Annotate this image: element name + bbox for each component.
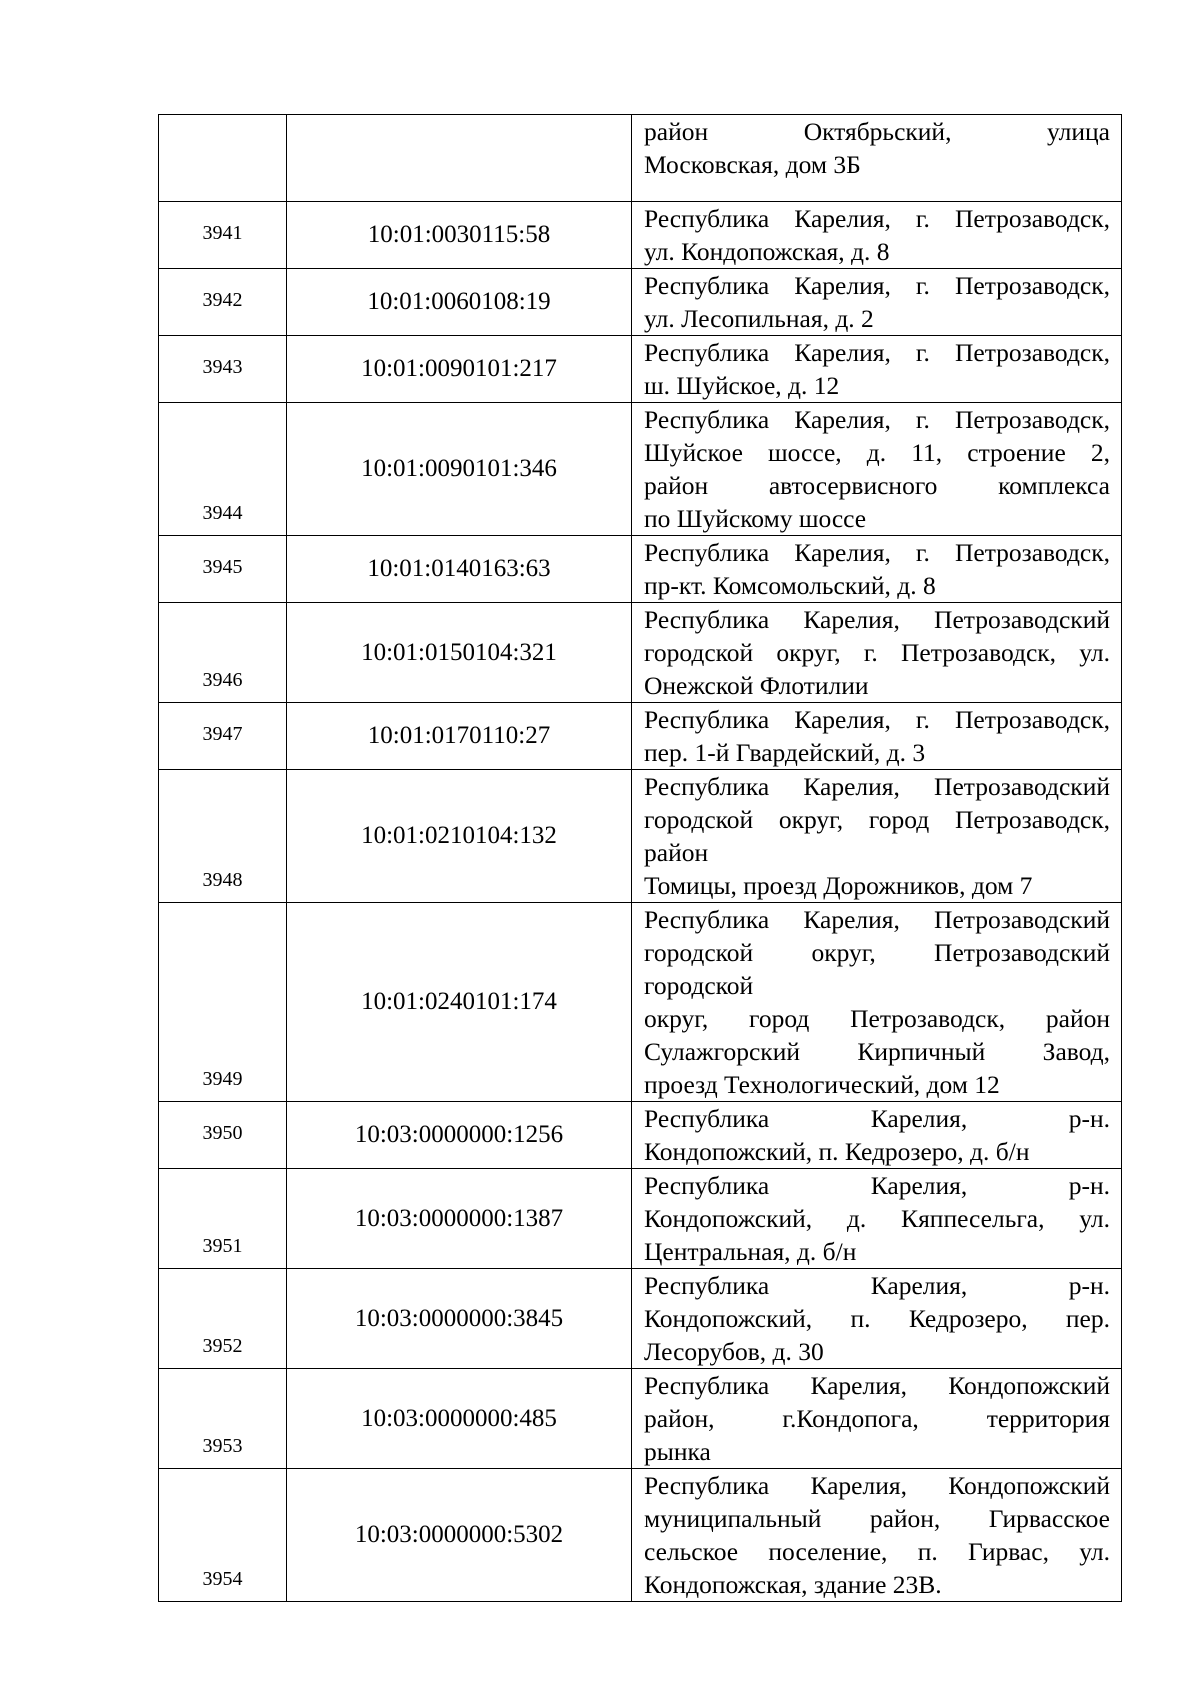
address-cell [632, 1169, 1122, 1269]
address-line: Сулажгорский Кирпичный Завод, [644, 1037, 1110, 1066]
address-line: Республика Карелия, г. Петрозаводск, [644, 538, 1110, 567]
table-row [159, 603, 1122, 703]
address-cell [632, 1369, 1122, 1469]
row-number-cell [159, 1169, 287, 1269]
address-cell [632, 770, 1122, 903]
address-line: городской [644, 971, 754, 1000]
row-number: 3948 [202, 869, 243, 891]
address-line: Шуйское шоссе, д. 11, строение 2, [644, 438, 1110, 467]
row-number: 3951 [202, 1235, 243, 1257]
table-row [159, 269, 1122, 336]
address-line: муниципальный район, Гирвасское [644, 1504, 1110, 1533]
table-row [159, 115, 1122, 202]
row-number: 3949 [202, 1068, 243, 1090]
row-number-cell [159, 403, 287, 536]
row-number-cell [159, 115, 287, 202]
row-number: 3953 [202, 1435, 243, 1457]
cadastral-number: 10:01:0060108:19 [367, 288, 551, 315]
address-line: Республика Карелия, р-н. [644, 1271, 1110, 1300]
address-line: район [644, 838, 709, 867]
address-line: ул. Лесопильная, д. 2 [644, 304, 874, 333]
address-cell [632, 269, 1122, 336]
row-number: 3954 [202, 1568, 243, 1590]
address-line: ш. Шуйское, д. 12 [644, 371, 840, 400]
cadastral-number: 10:01:0150104:321 [361, 638, 557, 666]
address-line: район Октябрьский, улица [644, 117, 1110, 146]
address-line: Республика Карелия, г. Петрозаводск, [644, 271, 1110, 300]
address-line: ул. Кондопожская, д. 8 [644, 237, 890, 266]
address-cell [632, 1102, 1122, 1169]
row-number: 3941 [202, 222, 243, 244]
address-cell [632, 903, 1122, 1102]
cadastral-number-cell [287, 115, 632, 202]
row-number-cell [159, 1269, 287, 1369]
address-line: район, г.Кондопога, территория [644, 1404, 1110, 1433]
address-line: Республика Карелия, г. Петрозаводск, [644, 705, 1110, 734]
address-line: Республика Карелия, р-н. [644, 1104, 1110, 1133]
table-row [159, 903, 1122, 1102]
address-line: рынка [644, 1437, 711, 1466]
row-number-cell [159, 1102, 287, 1169]
address-line: Кондопожский, п. Кедрозеро, д. б/н [644, 1137, 1030, 1166]
row-number-cell [159, 1469, 287, 1602]
address-line: сельское поселение, п. Гирвас, ул. [644, 1537, 1110, 1566]
address-line: Республика Карелия, р-н. [644, 1171, 1110, 1200]
row-number-cell [159, 536, 287, 603]
address-line: Лесорубов, д. 30 [644, 1337, 824, 1366]
table-row [159, 1169, 1122, 1269]
table-row [159, 1269, 1122, 1369]
table-row [159, 403, 1122, 536]
address-line: пер. 1-й Гвардейский, д. 3 [644, 738, 926, 767]
address-cell [632, 202, 1122, 269]
cadastral-number: 10:01:0170110:27 [367, 722, 551, 749]
address-line: район автосервисного комплекса [644, 471, 1110, 500]
address-line: Кондопожский, д. Кяппесельга, ул. [644, 1204, 1110, 1233]
address-line: городской округ, г. Петрозаводск, ул. [644, 638, 1110, 667]
address-line: Кондопожская, здание 23В. [644, 1570, 942, 1599]
row-number-cell [159, 903, 287, 1102]
cadastral-number: 10:01:0210104:132 [361, 822, 557, 849]
table-row [159, 536, 1122, 603]
cadastral-number-cell [287, 1169, 632, 1269]
row-number-cell [159, 1369, 287, 1469]
address-cell [632, 1269, 1122, 1369]
cadastral-number: 10:01:0140163:63 [367, 555, 551, 582]
row-number: 3945 [202, 556, 243, 578]
cadastral-number-cell [287, 336, 632, 403]
cadastral-number-cell [287, 1369, 632, 1469]
cadastral-number-cell [287, 202, 632, 269]
address-line: округ, город Петрозаводск, район [644, 1004, 1110, 1033]
row-number-cell [159, 603, 287, 703]
row-number: 3942 [202, 289, 243, 311]
cadastral-number: 10:01:0030115:58 [367, 221, 551, 248]
row-number-cell [159, 269, 287, 336]
row-number: 3947 [202, 723, 243, 745]
row-number-cell [159, 336, 287, 403]
address-cell [632, 1469, 1122, 1602]
row-number: 3946 [202, 669, 243, 691]
address-line: Кондопожский, п. Кедрозеро, пер. [644, 1304, 1110, 1333]
cadastral-number: 10:03:0000000:3845 [354, 1304, 564, 1332]
cadastral-number: 10:03:0000000:1256 [354, 1121, 564, 1148]
address-line: Республика Карелия, Кондопожский [644, 1471, 1110, 1500]
row-number: 3952 [202, 1335, 243, 1357]
row-number-cell [159, 202, 287, 269]
cadastral-number-cell [287, 703, 632, 770]
address-line: Онежской Флотилии [644, 671, 869, 700]
row-number: 3950 [202, 1122, 243, 1144]
cadastral-number: 10:01:0240101:174 [361, 988, 557, 1015]
address-cell [632, 603, 1122, 703]
address-line: Республика Карелия, г. Петрозаводск, [644, 338, 1110, 367]
table-row [159, 1369, 1122, 1469]
table-row [159, 1469, 1122, 1602]
address-cell [632, 703, 1122, 770]
cadastral-number-cell [287, 1469, 632, 1602]
address-cell [632, 115, 1122, 202]
cadastral-number: 10:03:0000000:485 [361, 1404, 557, 1432]
address-line: Республика Карелия, Петрозаводский [644, 605, 1110, 634]
table-body [159, 115, 1122, 1602]
address-line: Московская, дом 3Б [644, 150, 861, 179]
cadastral-number: 10:03:0000000:5302 [354, 1521, 564, 1548]
cadastral-number-cell [287, 269, 632, 336]
cadastral-number: 10:01:0090101:217 [361, 355, 557, 382]
cadastral-number-cell [287, 403, 632, 536]
address-line: Центральная, д. б/н [644, 1237, 857, 1266]
address-line: городской округ, город Петрозаводск, [644, 805, 1110, 834]
table-row [159, 770, 1122, 903]
cadastral-number-cell [287, 1102, 632, 1169]
address-line: Республика Карелия, г. Петрозаводск, [644, 405, 1110, 434]
row-number: 3944 [202, 502, 243, 524]
address-line: Республика Карелия, г. Петрозаводск, [644, 204, 1110, 233]
cadastral-number-cell [287, 536, 632, 603]
address-line: Республика Карелия, Петрозаводский [644, 905, 1110, 934]
address-line: Республика Карелия, Петрозаводский [644, 772, 1110, 801]
address-line: по Шуйскому шоссе [644, 504, 867, 533]
address-line: городской округ, Петрозаводский [644, 938, 1110, 967]
row-number: 3943 [202, 356, 243, 378]
table-row [159, 1102, 1122, 1169]
cadastral-number: 10:03:0000000:1387 [354, 1204, 564, 1232]
address-cell [632, 403, 1122, 536]
cadastral-number-cell [287, 603, 632, 703]
row-number-cell [159, 703, 287, 770]
cadastral-number-cell [287, 1269, 632, 1369]
table-row [159, 202, 1122, 269]
cadastral-number-cell [287, 770, 632, 903]
address-line: проезд Технологический, дом 12 [644, 1070, 1000, 1099]
cadastral-number: 10:01:0090101:346 [361, 455, 557, 482]
table-row [159, 703, 1122, 770]
address-cell [632, 336, 1122, 403]
address-line: Томицы, проезд Дорожников, дом 7 [644, 871, 1033, 900]
table-row [159, 336, 1122, 403]
address-line: Республика Карелия, Кондопожский [644, 1371, 1110, 1400]
row-number-cell [159, 770, 287, 903]
address-line: пр-кт. Комсомольский, д. 8 [644, 571, 936, 600]
cadastral-number-cell [287, 903, 632, 1102]
address-cell [632, 536, 1122, 603]
cadastral-table [158, 114, 1122, 1602]
